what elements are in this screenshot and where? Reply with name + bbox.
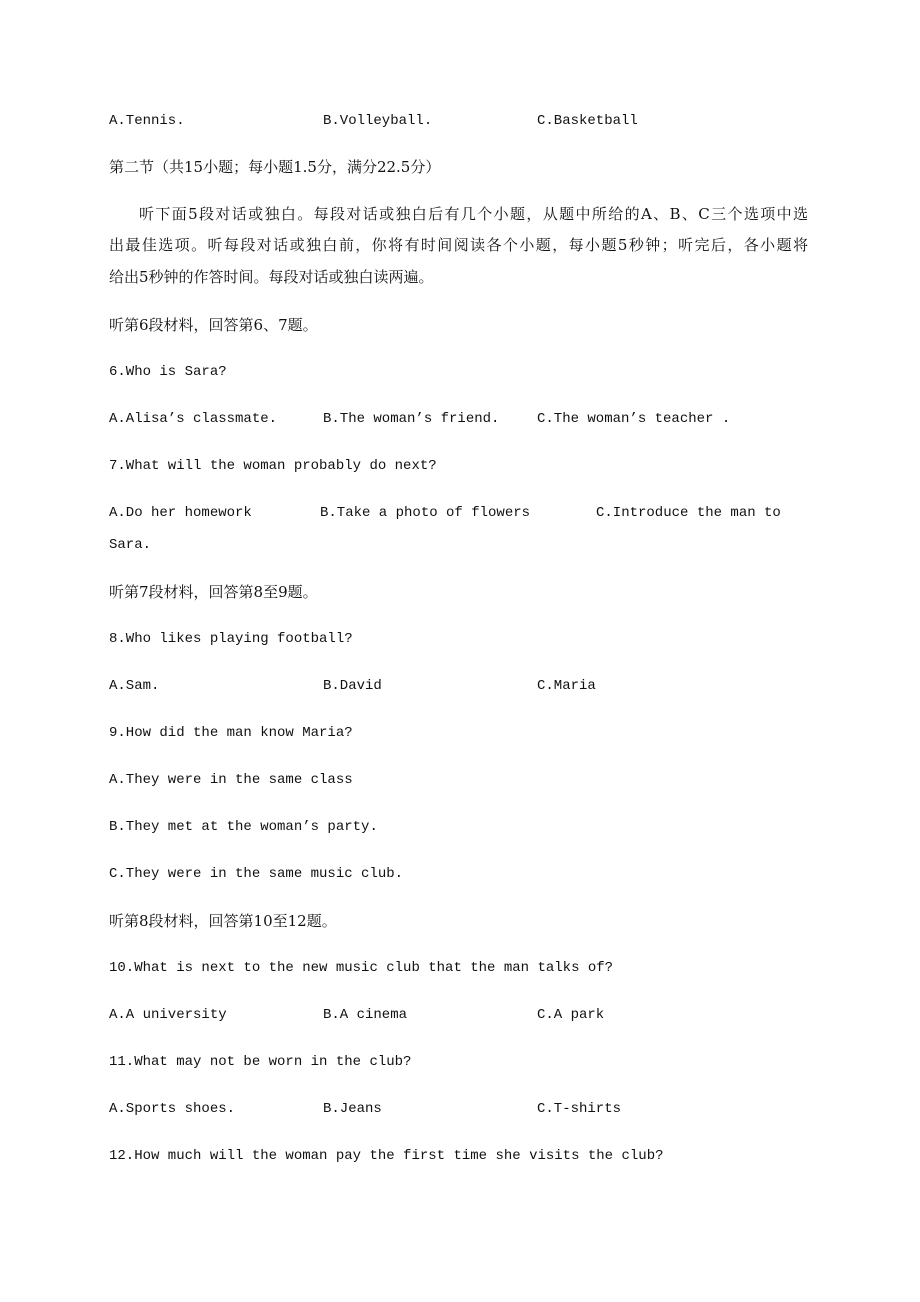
q6-option-c: C.The woman’s teacher .: [537, 411, 731, 427]
q10-option-a: A.A university: [109, 1007, 227, 1023]
q8-option-c: C.Maria: [537, 678, 596, 694]
q5-option-b: B.Volleyball.: [323, 113, 433, 129]
material-7-heading: 听第7段材料，回答第8至9题。: [109, 583, 318, 601]
q7-option-a: A.Do her homework: [109, 505, 252, 521]
question-11: 11.What may not be worn in the club?: [109, 1054, 412, 1070]
q6-option-b: B.The woman’s friend.: [323, 411, 500, 427]
q9-option-b: B.They met at the woman’s party.: [109, 819, 378, 835]
material-8-heading: 听第8段材料，回答第10至12题。: [109, 912, 337, 930]
q11-option-c: C.T-shirts: [537, 1101, 622, 1117]
q7-option-c-wrap: Sara.: [109, 537, 152, 553]
q5-option-a: A.Tennis.: [109, 113, 185, 129]
q10-option-b: B.A cinema: [323, 1007, 408, 1023]
q7-option-b: B.Take a photo of flowers: [320, 505, 531, 521]
instructions-line-3: 给出5秒钟的作答时间。每段对话或独白读两遍。: [109, 268, 434, 286]
q8-option-a: A.Sam.: [109, 678, 160, 694]
q11-option-b: B.Jeans: [323, 1101, 382, 1117]
q6-option-a: A.Alisa’s classmate.: [109, 411, 278, 427]
q10-option-c: C.A park: [537, 1007, 605, 1023]
q11-option-a: A.Sports shoes.: [109, 1101, 236, 1117]
q9-option-c: C.They were in the same music club.: [109, 866, 404, 882]
question-12: 12.How much will the woman pay the first time she visits the club?: [109, 1148, 664, 1164]
q7-option-c: C.Introduce the man to: [596, 505, 781, 521]
question-9: 9.How did the man know Maria?: [109, 725, 353, 741]
instructions-line-1: 听下面5段对话或独白。每段对话或独白后有几个小题，从题中所给的A、B、C三个选项中选: [139, 205, 808, 223]
q8-option-b: B.David: [323, 678, 382, 694]
q9-option-a: A.They were in the same class: [109, 772, 353, 788]
section-title: 第二节（共15小题；每小题1.5分，满分22.5分）: [109, 158, 441, 176]
question-10: 10.What is next to the new music club that the man talks of?: [109, 960, 614, 976]
question-6: 6.Who is Sara?: [109, 364, 227, 380]
q5-option-c: C.Basketball: [537, 113, 638, 129]
material-6-heading: 听第6段材料，回答第6、7题。: [109, 316, 318, 334]
question-7: 7.What will the woman probably do next?: [109, 458, 437, 474]
question-8: 8.Who likes playing football?: [109, 631, 353, 647]
instructions-line-2: 出最佳选项。听每段对话或独白前，你将有时间阅读各个小题，每小题5秒钟；听完后，各小题将: [109, 236, 808, 254]
